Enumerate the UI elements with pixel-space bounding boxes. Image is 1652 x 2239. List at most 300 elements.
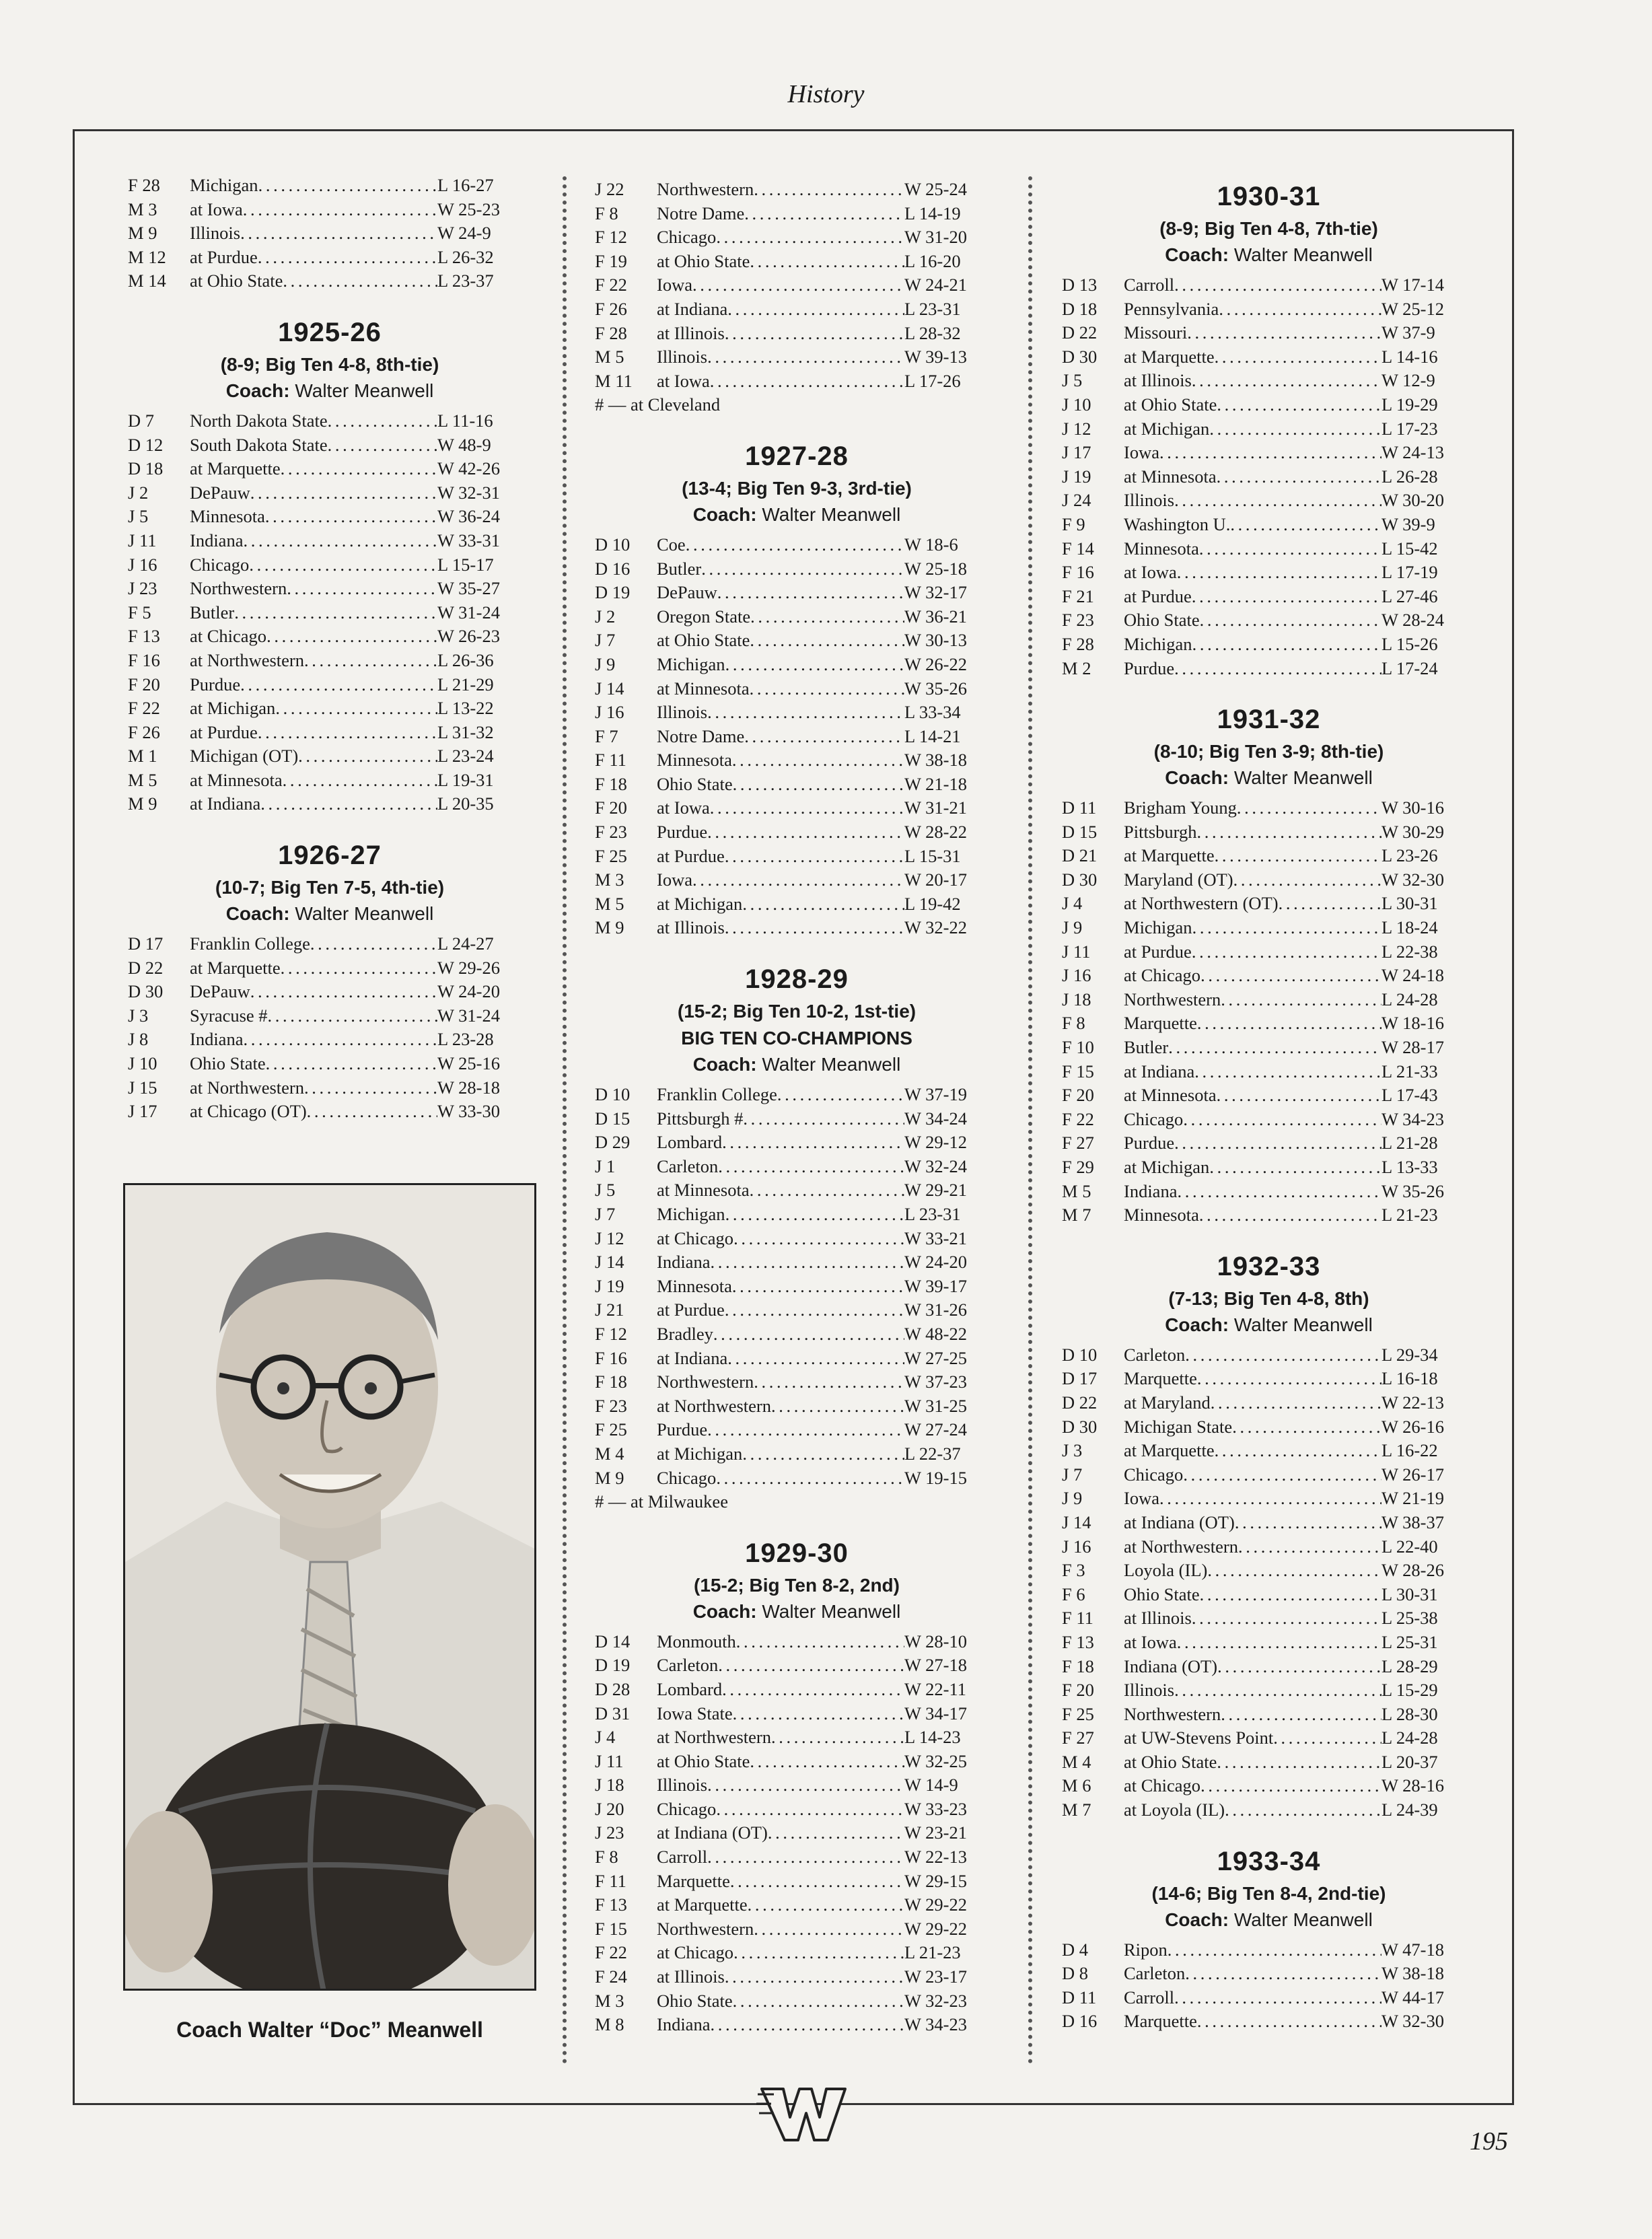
game-row <box>595 1131 999 1155</box>
result-outcome: W <box>437 223 454 244</box>
opponent-name: Washington U. <box>1124 513 1231 534</box>
game-result <box>904 1965 999 1989</box>
game-result <box>904 273 999 297</box>
game-result <box>904 1298 999 1322</box>
opponent-name: Butler <box>1124 1037 1169 1058</box>
dot-leader <box>1192 633 1381 657</box>
game-result <box>1381 1798 1476 1822</box>
game-opponent <box>657 1965 904 1989</box>
game-row <box>1062 1415 1476 1440</box>
opponent-name: Northwestern <box>657 179 754 199</box>
game-opponent <box>190 769 437 793</box>
opponent-name: Oregon State <box>657 606 751 627</box>
game-opponent <box>1124 1583 1381 1607</box>
game-date: F 8 <box>1062 1013 1085 1034</box>
game-row <box>1062 1343 1476 1367</box>
game-result <box>904 225 999 250</box>
game-result <box>1381 1631 1476 1655</box>
game-row <box>1062 868 1476 892</box>
game-result <box>904 1821 999 1845</box>
result-score: 14-21 <box>919 725 961 746</box>
game-result <box>1381 1463 1476 1487</box>
game-date: F 16 <box>595 1347 627 1368</box>
game-result <box>1381 561 1476 585</box>
season-coach <box>128 378 532 404</box>
result-outcome: W <box>437 1053 454 1074</box>
game-date: D 22 <box>128 957 164 978</box>
result-score: 29-34 <box>1396 1344 1438 1365</box>
result-score: 31-20 <box>925 227 967 248</box>
game-date: D 22 <box>1062 322 1098 343</box>
game-opponent <box>190 505 437 529</box>
game-opponent <box>657 1654 904 1678</box>
game-result <box>1381 964 1476 988</box>
game-date: F 10 <box>1062 1037 1094 1058</box>
result-score: 25-18 <box>925 558 967 579</box>
game-row <box>595 1750 999 1774</box>
coach-name: Walter Meanwell <box>1233 1314 1373 1335</box>
result-score: 33-23 <box>925 1798 967 1819</box>
opponent-name: Michigan <box>657 653 725 674</box>
dot-leader <box>1183 1463 1381 1487</box>
opponent-name: at Purdue <box>190 246 258 267</box>
game-opponent <box>657 2013 904 2037</box>
dot-leader <box>1174 1131 1381 1156</box>
game-date: F 7 <box>595 725 618 746</box>
game-result <box>904 1347 999 1371</box>
game-row <box>595 1726 999 1750</box>
result-score: 32-25 <box>925 1750 967 1771</box>
result-outcome: W <box>904 1847 921 1868</box>
dot-leader <box>1200 1774 1381 1798</box>
season-record: (8-10; Big Ten 3-9; 8th-tie) <box>1153 741 1384 762</box>
game-row <box>128 174 532 198</box>
result-outcome: L <box>1381 418 1392 439</box>
game-opponent <box>657 1442 904 1466</box>
dot-leader <box>1192 1606 1381 1631</box>
game-result <box>904 369 999 394</box>
opponent-name: Syracuse # <box>190 1005 268 1026</box>
game-result <box>437 792 532 816</box>
game-result <box>1381 465 1476 489</box>
game-opponent <box>1124 465 1381 489</box>
game-date: F 18 <box>1062 1656 1094 1676</box>
game-date: D 13 <box>1062 275 1098 295</box>
game-opponent <box>1124 1938 1381 1962</box>
game-date: D 30 <box>1062 1416 1098 1437</box>
game-result <box>437 529 532 553</box>
game-opponent <box>657 868 904 892</box>
result-outcome: L <box>437 271 448 291</box>
result-outcome: L <box>1381 1085 1392 1106</box>
season-heading <box>128 837 532 927</box>
game-date: F 27 <box>1062 1728 1094 1748</box>
game-opponent <box>657 345 904 369</box>
result-outcome: W <box>1381 797 1398 818</box>
result-outcome: L <box>437 674 448 695</box>
game-opponent <box>190 601 437 625</box>
game-result <box>437 1028 532 1052</box>
coach-label: Coach: <box>1165 767 1229 789</box>
game-date: D 4 <box>1062 1939 1089 1960</box>
result-outcome: L <box>1381 917 1392 938</box>
game-date: J 20 <box>595 1798 624 1819</box>
opponent-name: Michigan <box>1124 633 1192 654</box>
dot-leader <box>733 1941 904 1965</box>
game-date: J 4 <box>1062 893 1083 914</box>
game-result <box>1381 1203 1476 1228</box>
opponent-name: at Minnesota <box>1124 1085 1217 1106</box>
result-outcome: W <box>437 1005 454 1026</box>
dot-leader <box>754 1370 904 1394</box>
game-date: J 22 <box>595 179 624 199</box>
result-score: 18-24 <box>1396 917 1438 938</box>
game-opponent <box>1124 988 1381 1012</box>
coach-label: Coach: <box>692 1054 757 1075</box>
game-date: J 14 <box>1062 1512 1091 1532</box>
result-outcome: W <box>904 1870 921 1891</box>
game-result <box>904 1394 999 1419</box>
game-result <box>437 577 532 601</box>
game-result <box>1381 1439 1476 1463</box>
game-result <box>1381 1108 1476 1132</box>
opponent-name: at Iowa <box>1124 562 1177 583</box>
result-outcome: W <box>437 578 454 599</box>
opponent-name: at Minnesota <box>190 769 283 790</box>
game-opponent <box>657 225 904 250</box>
game-result <box>1381 1131 1476 1156</box>
game-row <box>1062 585 1476 609</box>
game-opponent <box>190 956 437 981</box>
game-opponent <box>657 1750 904 1774</box>
game-row <box>1062 1606 1476 1631</box>
dot-leader <box>733 1989 904 2014</box>
result-score: 15-26 <box>1396 633 1438 654</box>
game-row <box>595 701 999 725</box>
result-outcome: W <box>904 606 921 627</box>
season-record: (7-13; Big Ten 4-8, 8th) <box>1168 1287 1369 1309</box>
game-opponent <box>1124 369 1381 393</box>
dot-leader <box>1174 657 1381 681</box>
season-year: 1930-31 <box>1217 182 1321 211</box>
game-date: J 19 <box>595 1275 624 1296</box>
result-score: 42-26 <box>458 458 500 479</box>
opponent-name: at Illinois <box>1124 1608 1192 1629</box>
game-date: J 16 <box>1062 965 1091 986</box>
game-date: M 5 <box>595 347 624 367</box>
opponent-name: at Iowa <box>657 370 710 391</box>
opponent-name: at Iowa <box>1124 1631 1177 1652</box>
opponent-name: at Marquette <box>190 957 281 978</box>
dot-leader <box>750 1178 904 1203</box>
game-row <box>1062 940 1476 964</box>
dot-leader <box>707 701 904 725</box>
result-outcome: W <box>904 1990 921 2011</box>
game-result <box>904 1107 999 1131</box>
dot-leader <box>707 1845 904 1870</box>
coach-label: Coach: <box>1165 1909 1229 1930</box>
game-date: J 16 <box>1062 1536 1091 1557</box>
dot-leader <box>1215 345 1381 369</box>
result-score: 26-23 <box>458 626 500 647</box>
opponent-name: Chicago <box>1124 1108 1184 1129</box>
game-row <box>1062 1798 1476 1822</box>
schedule-column-3 <box>1062 178 1476 2034</box>
result-score: 44-17 <box>1402 1987 1444 2007</box>
game-row <box>128 1028 532 1052</box>
season-record: (13-4; Big Ten 9-3, 3rd-tie) <box>682 477 912 499</box>
game-date: F 16 <box>1062 562 1094 583</box>
game-result <box>1381 1511 1476 1535</box>
game-row <box>1062 1036 1476 1060</box>
result-score: 24-39 <box>1396 1800 1438 1820</box>
game-row <box>595 796 999 820</box>
game-date: J 17 <box>128 1101 157 1122</box>
game-row <box>595 250 999 274</box>
result-score: 48-22 <box>925 1323 967 1344</box>
game-date: F 28 <box>595 322 627 343</box>
result-outcome: W <box>437 602 454 623</box>
opponent-name: Iowa <box>1124 1488 1159 1509</box>
game-opponent <box>190 792 437 816</box>
result-score: 33-21 <box>925 1228 967 1248</box>
game-date: F 22 <box>128 698 160 719</box>
game-result <box>1381 1986 1476 2010</box>
dot-leader <box>727 297 904 322</box>
opponent-name: at Chicago <box>657 1942 734 1963</box>
game-opponent <box>190 433 437 458</box>
result-score: 26-32 <box>452 246 494 267</box>
dot-leader <box>287 577 437 601</box>
dot-leader <box>249 553 437 577</box>
dot-leader <box>1185 1343 1381 1367</box>
game-row <box>1062 1631 1476 1655</box>
game-opponent <box>657 250 904 274</box>
game-row <box>595 748 999 773</box>
result-outcome: W <box>437 506 454 527</box>
game-row <box>595 1418 999 1442</box>
result-outcome: W <box>437 482 454 503</box>
game-result <box>1381 844 1476 868</box>
season-record: (15-2; Big Ten 8-2, 2nd) <box>694 1574 900 1596</box>
opponent-name: Carroll <box>1124 275 1175 295</box>
result-outcome: W <box>1381 275 1398 295</box>
opponent-name: at Minnesota <box>657 678 750 699</box>
season-year: 1929-30 <box>745 1538 849 1568</box>
dot-leader <box>1168 1938 1381 1962</box>
game-date: J 5 <box>595 1180 616 1201</box>
game-opponent <box>657 1370 904 1394</box>
result-outcome: L <box>437 649 448 670</box>
game-row <box>595 1965 999 1989</box>
result-score: 24-28 <box>1396 989 1438 1009</box>
dot-leader <box>328 409 437 433</box>
result-outcome: L <box>1381 1344 1392 1365</box>
result-score: 31-32 <box>452 721 494 742</box>
opponent-name: Indiana <box>657 2014 711 2035</box>
game-opponent <box>657 1941 904 1965</box>
game-result <box>1381 1774 1476 1798</box>
result-outcome: W <box>904 275 921 295</box>
game-row <box>1062 796 1476 820</box>
championship-banner: BIG TEN CO-CHAMPIONS <box>681 1028 912 1049</box>
result-outcome: W <box>904 653 921 674</box>
game-row <box>595 1227 999 1251</box>
result-score: 24-13 <box>1402 442 1444 463</box>
opponent-name: Ohio State <box>1124 610 1200 631</box>
dot-leader <box>750 677 904 701</box>
game-date: D 28 <box>595 1678 631 1699</box>
game-date: F 3 <box>1062 1560 1085 1581</box>
opponent-name: Minnesota <box>1124 538 1199 559</box>
opponent-name: Illinois <box>657 702 708 723</box>
dot-leader <box>1192 585 1381 609</box>
game-result <box>437 409 532 433</box>
result-score: 29-15 <box>925 1870 967 1891</box>
game-row <box>595 533 999 557</box>
result-outcome: W <box>904 869 921 890</box>
season-coach <box>1062 242 1476 268</box>
dot-leader <box>1194 1060 1381 1084</box>
game-row <box>595 581 999 605</box>
game-row <box>595 1347 999 1371</box>
game-row <box>595 1941 999 1965</box>
game-date: F 9 <box>1062 513 1085 534</box>
result-score: 17-43 <box>1396 1085 1438 1106</box>
game-result <box>904 1370 999 1394</box>
game-result <box>1381 537 1476 561</box>
game-opponent <box>657 748 904 773</box>
result-outcome: W <box>1381 1939 1398 1960</box>
coach-label: Coach: <box>692 503 757 525</box>
game-opponent <box>657 1870 904 1894</box>
dot-leader <box>732 1275 904 1299</box>
opponent-name: Michigan <box>657 1204 725 1224</box>
opponent-name: at Ohio State <box>190 271 283 291</box>
game-date: D 18 <box>128 458 164 479</box>
dot-leader <box>250 980 437 1004</box>
game-result <box>437 956 532 981</box>
game-row <box>1062 892 1476 916</box>
game-result <box>904 629 999 653</box>
dot-leader <box>240 221 437 246</box>
game-result <box>437 601 532 625</box>
game-row <box>1062 1180 1476 1204</box>
game-date: M 14 <box>128 271 166 291</box>
game-date: D 12 <box>128 434 164 455</box>
game-date: D 30 <box>128 981 164 1002</box>
game-date: F 21 <box>1062 585 1094 606</box>
result-outcome: W <box>904 1750 921 1771</box>
game-row <box>595 916 999 940</box>
opponent-name: Iowa State <box>657 1703 733 1723</box>
result-score: 34-23 <box>925 2014 967 2035</box>
game-opponent <box>1124 1083 1381 1108</box>
game-date: D 19 <box>595 582 631 603</box>
result-score: 31-21 <box>925 797 967 818</box>
result-score: 47-18 <box>1402 1939 1444 1960</box>
game-date: D 10 <box>1062 1344 1098 1365</box>
game-result <box>437 221 532 246</box>
opponent-name: Michigan (OT) <box>190 746 299 767</box>
game-date: F 5 <box>128 602 151 623</box>
game-opponent <box>1124 1391 1381 1415</box>
opponent-name: at Michigan <box>190 698 276 719</box>
game-date: J 10 <box>1062 394 1091 415</box>
game-row <box>128 792 532 816</box>
game-date: J 3 <box>1062 1440 1083 1461</box>
opponent-name: Butler <box>657 558 702 579</box>
result-outcome: L <box>1381 394 1392 415</box>
game-opponent <box>1124 393 1381 417</box>
result-outcome: L <box>437 721 448 742</box>
game-date: D 16 <box>595 558 631 579</box>
opponent-name: Chicago <box>1124 1464 1184 1485</box>
game-opponent <box>657 1083 904 1107</box>
dot-leader <box>1200 1583 1381 1607</box>
game-result <box>904 605 999 629</box>
game-result <box>1381 1011 1476 1036</box>
result-score: 22-37 <box>919 1443 961 1464</box>
result-outcome: L <box>437 554 448 575</box>
opponent-name: at Northwestern <box>1124 1536 1238 1557</box>
game-result <box>1381 608 1476 633</box>
result-outcome: L <box>1381 1440 1392 1461</box>
result-score: 24-28 <box>1396 1728 1438 1748</box>
game-result <box>904 297 999 322</box>
dot-leader <box>250 481 437 505</box>
opponent-name: Northwestern <box>1124 1703 1221 1724</box>
result-score: 16-18 <box>1396 1368 1438 1389</box>
wisconsin-motion-w-logo <box>755 2074 849 2148</box>
dot-leader <box>1230 513 1381 537</box>
game-date: M 3 <box>595 1990 624 2011</box>
dot-leader <box>1199 537 1381 561</box>
result-score: 26-16 <box>1402 1416 1444 1437</box>
game-result <box>1381 441 1476 465</box>
coach-name: Walter Meanwell <box>762 503 901 525</box>
game-row <box>1062 608 1476 633</box>
dot-leader <box>1174 1678 1381 1703</box>
coach-label: Coach: <box>1165 244 1229 265</box>
game-result <box>1381 1083 1476 1108</box>
result-outcome: W <box>1381 1037 1398 1058</box>
game-row <box>128 246 532 270</box>
game-opponent <box>190 481 437 505</box>
result-score: 48-9 <box>458 434 491 455</box>
result-score: 36-24 <box>458 506 500 527</box>
game-opponent <box>657 178 904 202</box>
season-record: (14-6; Big Ten 8-4, 2nd-tie) <box>1151 1882 1386 1904</box>
result-score: 34-24 <box>925 1108 967 1129</box>
season-record: (15-2; Big Ten 10-2, 1st-tie) <box>677 1001 917 1022</box>
result-score: 18-6 <box>925 534 958 555</box>
result-score: 23-24 <box>452 746 494 767</box>
game-row <box>1062 1750 1476 1775</box>
game-opponent <box>657 533 904 557</box>
game-result <box>1381 633 1476 657</box>
game-date: F 25 <box>595 1419 627 1440</box>
season-heading <box>1062 701 1476 791</box>
result-outcome: W <box>437 434 454 455</box>
opponent-name: at Marquette <box>1124 346 1215 367</box>
game-row <box>595 1322 999 1347</box>
game-result <box>904 796 999 820</box>
opponent-name: Marquette <box>1124 2011 1197 2032</box>
dot-leader <box>240 673 437 697</box>
result-outcome: W <box>437 1077 454 1098</box>
dot-leader <box>1200 608 1381 633</box>
